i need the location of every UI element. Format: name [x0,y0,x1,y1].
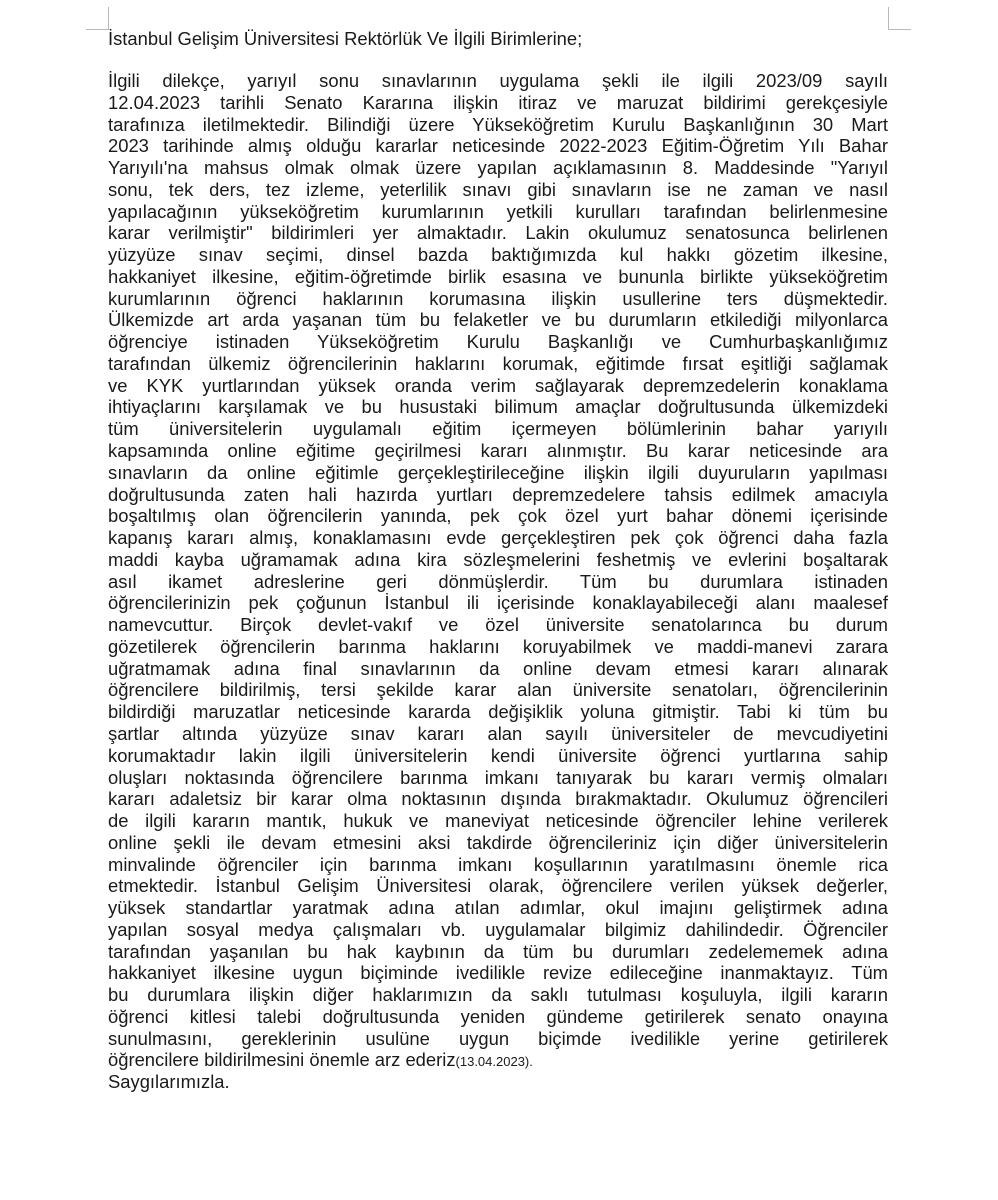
body-line-text: hakkaniyet ilkesine uygun biçiminde ivedilikle revize edileceğine inanmaktayız. Tüm [108,962,888,984]
body-line [108,353,888,375]
body-line [108,484,888,506]
body-line-text: tüm üniversitelerin uygulamalı eğitim içermeyen bölümlerinin bahar yarıyılı [108,418,888,440]
body-line-text: hakkaniyet ilkesine, eğitim-öğretimde birlik esasına ve bununla birlikte yükseköğretim [108,265,888,287]
body-line-text: yapılan sosyal medya çalışmaları vb. uygulamalar bilgimiz dahilindedir. Öğrenciler [108,918,888,940]
body-line [108,505,888,527]
body-line [108,897,888,919]
body-line-text: kapanış kararı almış, konaklamasını evde gerçekleştiren pek çok öğrenci daha fazla [108,527,888,549]
body-line-text: Ülkemizde art arda yaşanan tüm bu felaketler ve bu durumların etkilediği milyonlarca [108,309,888,331]
body-line [108,331,888,353]
body-line [108,832,888,854]
body-line [108,745,888,767]
body-line [108,636,888,658]
salutation: İstanbul Gelişim Üniversitesi Rektörlük Ve İlgili Birimlerine; [108,28,583,49]
body-line [108,222,888,244]
body-line [108,810,888,832]
body-line-text: kararı adaletsiz bir karar olma noktasının dışında bırakmaktadır. Okulumuz öğrencileri [108,788,888,810]
body-line [108,984,888,1006]
top-left-margin-mark [86,7,109,30]
body-line [108,788,888,810]
body-line [108,70,888,92]
letter-content [108,28,888,1093]
body-line-text: de ilgili kararın mantık, hukuk ve maneviyat neticesinde öğrenciler lehine verilerek [108,810,888,832]
body-line-text: ihtiyaçlarını karşılamak ve bu husustaki bilimum amaçlar doğrultusunda ülkemizdeki [108,396,888,418]
body-line-text: kurumlarının öğrenci haklarının korumasına ilişkin usullerine ters düşmektedir. [108,287,888,309]
body-line [108,1049,888,1071]
body-line-text: karar verilmiştir" bildirimleri yer almaktadır. Lakin okulumuz senatosunca belirlenen [108,222,888,244]
body-line-text: asıl ikamet adreslerine geri dönmüşlerdir. Tüm bu durumlara istinaden [108,570,888,592]
body-line-text: 2023 tarihinde almış olduğu kararlar neticesinde 2022-2023 Eğitim-Öğretim Yılı Bahar [108,135,888,157]
body-line-text: bu durumlara ilişkin diğer haklarımızın da saklı tutulması koşuluyla, ilgili kararın [108,984,888,1006]
body-line [108,288,888,310]
body-line-text: öğrenci kitlesi talebi doğrultusunda yeniden gündeme getirilerek senato onayına [108,1005,888,1027]
body-line [108,767,888,789]
body-line-text: boşaltılmış olan öğrencilerin yanında, pek çok özel yurt bahar dönemi içerisinde [108,505,888,527]
body-line [108,701,888,723]
body-line-text: Yarıyılı'na mahsus olmak olmak üzere yapılan açıklamasının 8. Maddesinde "Yarıyıl [108,157,888,179]
body-line [108,723,888,745]
body-line [108,244,888,266]
body-line [108,1028,888,1050]
body-line-text: ve KYK yurtlarından yüksek oranda verim sağlayarak depremzedelerin konaklama [108,374,888,396]
body-line [108,418,888,440]
body-line-text: öğrenciye istinaden Yükseköğretim Kurulu Başkanlığı ve Cumhurbaşkanlığımız [108,331,888,353]
body-line [108,462,888,484]
body-line [108,919,888,941]
body-line [108,941,888,963]
body-line [108,658,888,680]
body-line-text: öğrencilere bildirilmesini önemle arz ederiz [108,1049,456,1071]
body-line-text: sunulmasını, gereklerinin usulüne uygun biçimde ivedilikle yerine getirilerek [108,1027,888,1049]
top-right-margin-mark [888,7,911,30]
body-line-text: oluşları noktasında öğrencilere barınma imkanı tanıyarak bu kararı vermiş olmaları [108,766,888,788]
body-line-text: kapsamında online eğitime geçirilmesi kararı alınmıştır. Bu karar neticesinde ara [108,440,888,462]
body-line [108,135,888,157]
body-line-text: bildirdiği maruzatlar neticesinde kararda değişiklik yoluna gitmiştir. Tabi ki tüm bu [108,701,888,723]
body-line [108,571,888,593]
body-line-text: sonu, tek ders, tez izleme, yeterlilik sınavı gibi sınavların ise ne zaman ve nasıl [108,178,888,200]
body-line-text: tarafından yaşanılan bu hak kaybının da tüm bu durumları zedelememek adına [108,940,888,962]
date-suffix: (13.04.2023). [455,1054,533,1070]
body-line-text: tarafından ülkemiz öğrencilerinin haklarını korumak, eğitimde fırsat eşitliği sağlamak [108,352,888,374]
body-line-text: öğrencilerinizin pek çoğunun İstanbul ili içerisinde konaklayabileceği alanı maalesef [108,592,888,614]
body-line [108,875,888,897]
body-line-text: korumaktadır lakin ilgili üniversitelerin kendi üniversite öğrenci yurtlarına sahip [108,744,888,766]
body-line [108,266,888,288]
body-line [108,1006,888,1028]
body-line-text: maddi kayba uğramamak adına kira sözleşmelerini feshetmiş ve evlerini boşaltarak [108,548,888,570]
body-line [108,440,888,462]
body-line-text: 12.04.2023 tarihli Senato Kararına ilişkin itiraz ve maruzat bildirimi gerekçesiyle [108,91,888,113]
body-line [108,157,888,179]
body-line [108,679,888,701]
body-line [108,962,888,984]
body-line [108,614,888,636]
body-line-text: namevcuttur. Birçok devlet-vakıf ve özel üniversite senatolarınca bu durum [108,614,888,636]
letter-body [108,70,888,1071]
body-line [108,114,888,136]
body-line-text: yüksek standartlar yaratmak adına atılan adımlar, okul imajını geliştirmek adına [108,897,888,919]
body-line-text: İlgili dilekçe, yarıyıl sonu sınavlarının uygulama şekli ile ilgili 2023/09 sayılı [108,70,888,91]
body-line [108,527,888,549]
body-line [108,201,888,223]
body-line [108,854,888,876]
body-line [108,549,888,571]
body-line-text: yapılacağının yükseköğretim kurumlarının yetkili kurulları tarafından belirlenmesine [108,200,888,222]
body-line [108,92,888,114]
body-line-text: etmektedir. İstanbul Gelişim Üniversitesi olarak, öğrencilere verilen yüksek değerler, [108,875,888,897]
body-line-text: gözetilerek öğrencilerin barınma haklarını koruyabilmek ve maddi-manevi zarara [108,635,888,657]
body-line-text: şartlar altında yüzyüze sınav kararı alan sayılı üniversiteler de mevcudiyetini [108,722,888,744]
body-line [108,375,888,397]
body-line-text: doğrultusunda zaten hali hazırda yurtları depremzedelere tahsis edilmek amacıyla [108,483,888,505]
body-line [108,592,888,614]
body-line-text: online şekli ile devam etmesini aksi takdirde öğrencileriniz için diğer üniversitelerin [108,831,888,853]
body-line-text: minvalinde öğrenciler için barınma imkanı koşullarının yaratılmasını önemle rica [108,853,888,875]
body-line-text: uğratmamak adına final sınavlarının da online devam etmesi kararı alınarak [108,657,888,679]
body-line-text: tarafınıza iletilmektedir. Bilindiği üzere Yükseköğretim Kurulu Başkanlığının 30 Mart [108,113,888,135]
body-line-text: sınavların da online eğitimle gerçekleştirileceğine ilişkin ilgili duyuruların yapılması [108,461,888,483]
body-line-text: öğrencilere bildirilmiş, tersi şekilde karar alan üniversite senatoları, öğrencilerinin [108,679,888,701]
body-line-text: yüzyüze sınav seçimi, dinsel bazda baktığımızda kul hakkı gözetim ilkesine, [108,244,888,266]
closing: Saygılarımızla. [108,1071,230,1093]
body-line [108,179,888,201]
body-line [108,309,888,331]
body-line [108,396,888,418]
